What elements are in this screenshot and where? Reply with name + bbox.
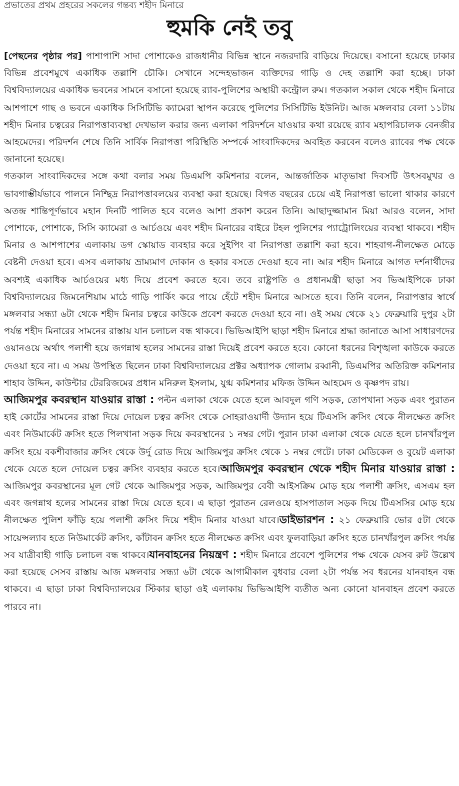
route-section-2-title: আজিমপুর কবরস্থান থেকে শহীদ মিনার যাওয়ার রাস্তা : [220, 462, 455, 475]
diversion-text: ২১ ফেব্রুয়ারি ভোর ৫টা থেকে সায়েন্সল্যাব হতে নিউমার্কেট ক্রসিং, কাঁটাবন ক্রসিং হতে নীলক্ষেত ক্রসিং এবং ফুলবাড়িয়া ক্রসিং হতে চানখাঁরপুল ক্রসিং পর্যন্ত সব যাত্রীবাহী গাড়ি চলাচল বন্ধ থাকবে। [4, 515, 455, 561]
diversion-title: ডাইভারশন : [279, 514, 335, 527]
continued-from-label: [পেছনের পৃষ্ঠার পর] [4, 51, 82, 62]
route-section-1 [4, 392, 455, 616]
headline: হুমকি নেই তবু [166, 16, 293, 41]
article-body [0, 48, 459, 616]
vehicle-control-text: শহীদ মিনারে প্রবেশে পুলিশের পক্ষ থেকে যেসব রুট উল্লেখ করা হয়েছে সেসব রাস্তায় আজ মঙ্গলবার সন্ধ্যা ৬টা থেকে আগামীকাল বুধবার বেলা ২টা পর্যন্ত সব ধরনের যানবাহন বন্ধ থাকবে। এ ছাড়া ঢাকা বিশ্ববিদ্যালয়ের স্টিকার ছাড়া ওই এলাকায় ভিভিআইপি ব্যতীত অন্য কোনো যানবাহন প্রবেশ করতে পারবে না। [4, 549, 455, 613]
route-section-1-text: পল্টন এলাকা থেকে যেতে হলে আবদুল গণি সড়ক, তোপখানা সড়ক এবং পুরাতন হাই কোর্টের সামনের রাস্তা দিয়ে দোয়েল চত্বর ক্রসিং থেকে সোহরাওয়ার্দী উদ্যান হয়ে টিএসসি ক্রসিং থেকে নীলক্ষেত ক্রসিং এবং নিউমার্কেট ক্রসিং হতে পিলখানা সড়ক দিয়ে কবরস্থানের ১ নম্বর গেট। পুরান ঢাকা এলাকা থেকে যেতে হলে চানখাঁরপুল ক্রসিং হয়ে বকশীবাজার ক্রসিং থেকে উর্দু রোড দিয়ে আজিমপুর ক্রসিং থেকে ১ নম্বর গেটে। ঢাকা মেডিকেল ও বুয়েট এলাকা থেকে যেতে হলে দোয়েল চত্বর ক্রসিং ব্যবহার করতে হবে। [4, 395, 456, 475]
top-cut-line: প্রভাতের প্রথম প্রহরের সকলের গন্তব্য শহীদ মিনারে [4, 1, 184, 11]
vehicle-control-title: যানবাহনের নিয়ন্ত্রণ : [149, 548, 237, 561]
paragraph-2: গতকাল সাংবাদিকদের সঙ্গে কথা বলার সময় ডিএমপি কমিশনার বলেন, আন্তর্জাতিক মাতৃভাষা দিবসটি উৎসবমুখর ও ভাবগাম্ভীর্যভাবে পালনে নিশ্ছিদ্র নিরাপত্তাবলয়ের ব্যবস্থা করা হয়েছে। বিগত বছরের চেয়ে এই নিরাপত্তা ভালো থাকার কারণে অতন্দ্র শান্তিপূর্ণভাবে মহান দিনটি পালিত হবে বলেও আশা প্রকাশ করেন তিনি। আছাদুজ্জামান মিয়া আরও বলেন, সাদা পোশাকে, পোশাকে, সিসি ক্যামেরা ও আর্চওয়ে এবং শহীদ মিনারের বাইরে টহল পুলিশের প্যাট্রোলিংয়ের ব্যবস্থা থাকবে। শহীদ মিনার ও আশপাশের এলাকায় ডগ স্কোয়াড ব্যবহার করে সুইপিং বা নিরাপত্তা তল্লাশি করা হবে। শাহবাগ-নীলক্ষেত মোড়ে বেষ্টনী দেওয়া হবে। এসব এলাকায় ভ্রাম্যমাণ দোকান ও হকার বসতে দেওয়া হবে না। আর শহীদ মিনারে আগত দর্শনার্থীদের অবশ্যই একাধিক আর্চওয়ের মধ্য দিয়ে প্রবেশ করতে হবে। তবে রাষ্ট্রপতি ও প্রধানমন্ত্রী ছাড়া সব ভিআইপিকে ঢাকা বিশ্ববিদ্যালয়ের জিমনেশিয়াম মাঠে গাড়ি পার্কিং করে পায়ে হেঁটে শহীদ মিনারে আসতে হবে। তিনি বলেন, নিরাপত্তার স্বার্থে মঙ্গলবার সন্ধ্যা ৬টা থেকে শহীদ মিনার চত্বরে কাউকে প্রবেশ করতে দেওয়া হবে না। ওই সময় থেকে ২১ ফেব্রুয়ারি দুপুর ২টা পর্যন্ত শহীদ মিনারের সামনের রাস্তায় যান চলাচল বন্ধ থাকবে। ভিভিআইপি ছাড়া শহীদ মিনারে শ্রদ্ধা জানাতে আসা সাধারণদের ওয়ানওয়ে অর্থাৎ পলাশী হয়ে জগন্নাথ হলের সামনের রাস্তা দিয়েই প্রবেশ করতে হবে। কোনো ধরনের বিশৃঙ্খলা কাউকে করতে দেওয়া হবে না। এ সময় উপস্থিত ছিলেন ঢাকা বিশ্ববিদ্যালয়ের প্রক্টর অধ্যাপক গোলাম রব্বানী, ডিএমপির অতিরিক্ত কমিশনার শাহাব উদ্দিন, কাউন্টার টেররিজমের প্রধান মনিরুল ইসলাম, যুগ্ম কমিশনার মফিজ উদ্দিন আহমেদ ও কৃষ্ণপদ রায়। [4, 171, 455, 389]
paragraph-1-text: পাশাপাশি সাদা পোশাকেও রাজধানীর বিভিন্ন স্থানে নজরদারি বাড়িয়ে দিয়েছে। বসানো হয়েছে ঢাকার বিভিন্ন প্রবেশমুখে একাধিক তল্লাশি চৌকি। সেখানে সন্দেহভাজন ব্যক্তিদের গাড়ি ও দেহ তল্লাশি করা হচ্ছে। ঢাকা বিশ্ববিদ্যালয়ের একাধিক ভবনের সামনে বসানো হয়েছে র‌্যাব-পুলিশের অস্থায়ী কন্ট্রোল রুম। গতকাল সকাল থেকে শহীদ মিনারে আশপাশে গাছ ও ভবনে একাধিক সিসিটিভি ক্যামেরা স্থাপন করেছে পুলিশের সিসিটিভি ইউনিট। আজ মঙ্গলবার বেলা ১১টায় শহীদ মিনার চত্বরের নিরাপত্তাব্যবস্থা দেখভাল করার জন্য এলাকা পরিদর্শনে যাওয়ার কথা রয়েছে র‌্যাব মহাপরিচালক বেনজীর আহমেদের। পরিদর্শন শেষে তিনি সার্বিক নিরাপত্তা পরিস্থিতি সম্পর্কে সাংবাদিকদের অবহিত করবেন বলেও র‌্যাবের পক্ষ থেকে জানানো হয়েছে। [4, 51, 455, 166]
paragraph-1 [4, 48, 455, 168]
route-section-1-title: আজিমপুর কবরস্থান যাওয়ার রাস্তা : [4, 394, 155, 407]
route-section-2-text: আজিমপুর কবরস্থানের মূল গেট থেকে আজিমপুর সড়ক, আজিমপুর বেবী আইসক্রিম মোড় হয়ে পলাশী ক্রসিং, এসএম হল এবং জগন্নাথ হলের সামনের রাস্তা দিয়ে যেতে হবে। এ ছাড়া পুরাতন রেলওয়ে হাসপাতাল সড়ক দিয়ে টিএসসির মোড় হয়ে নীলক্ষেত পুলিশ ফাঁড়ি হয়ে পলাশী ক্রসিং দিয়ে শহীদ মিনার যাওয়া যাবে। [4, 481, 455, 527]
